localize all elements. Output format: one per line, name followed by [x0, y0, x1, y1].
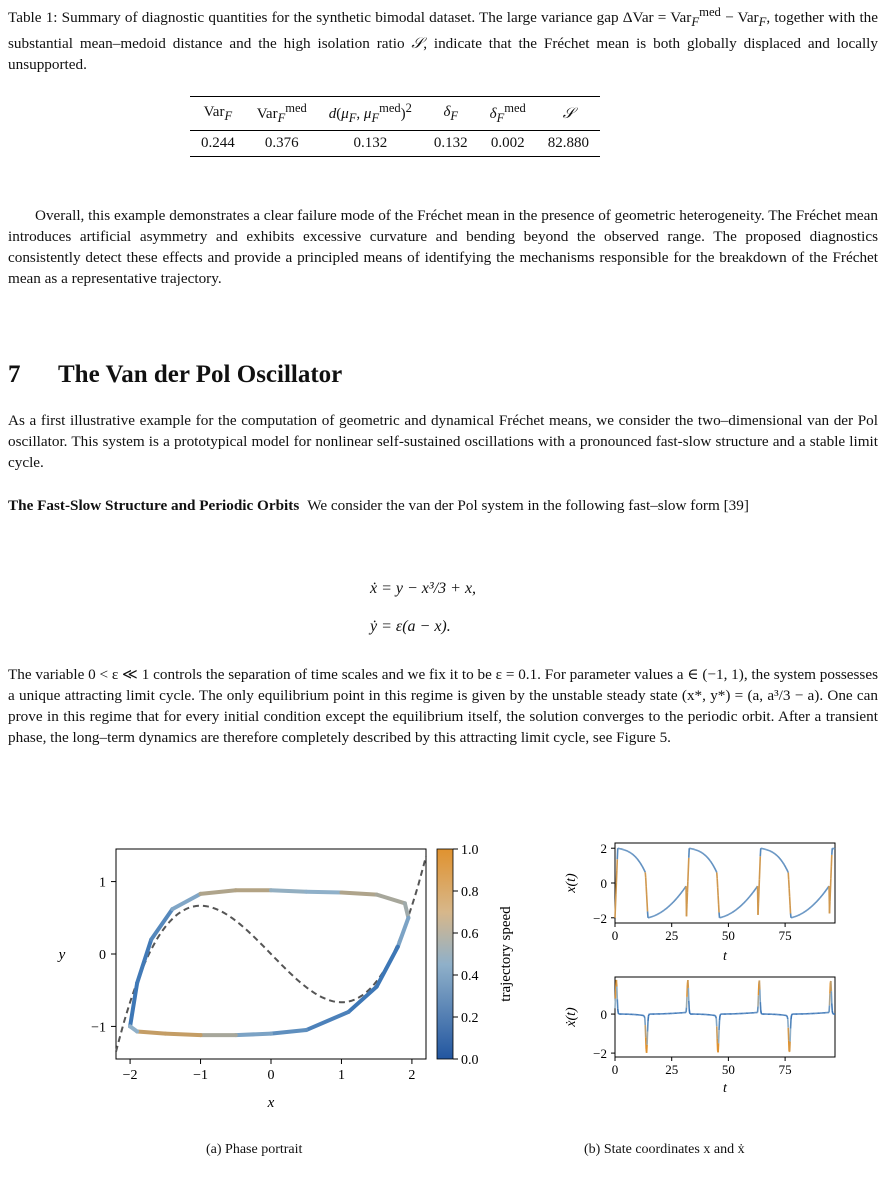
table-row — [190, 131, 600, 157]
series-x-tick-label: 0 — [611, 1062, 619, 1077]
series-x-tick-label: 25 — [665, 928, 679, 943]
colorbar-tick-label: 0.8 — [461, 885, 479, 900]
series-x-tick-label: 50 — [721, 928, 735, 943]
cell-var-f: 0.244 — [201, 135, 235, 151]
equation-x: ẋ = y − x³/3 + x, — [370, 580, 477, 597]
state-coordinates-figure — [555, 835, 845, 1120]
paragraph-intro: As a first illustrative example for the computation of geometric and dynamical Fréchet means, we consider the two–dimensional van der Pol oscillator. This system is a prototypical model for nonlinear self-sustained oscillations with a pronounced fast-slow structure and a stable limit cycle. — [8, 412, 878, 471]
equation-y: ẏ = ε(a − x). — [370, 618, 451, 635]
table-header-row — [190, 97, 600, 131]
section-heading — [8, 361, 342, 389]
colorbar-tick-label: 0.2 — [461, 1011, 479, 1026]
orbit-segment — [341, 892, 376, 894]
figure-caption-a: (a) Phase portrait — [206, 1142, 303, 1157]
cell-isolation: 82.880 — [547, 135, 590, 151]
phase-x-tick-label: −2 — [122, 1068, 138, 1083]
phase-y-label: y — [58, 947, 66, 963]
cell-delta-f-med: 0.002 — [490, 135, 525, 151]
series-y-tick-label: −2 — [593, 1046, 607, 1062]
orbit-segment — [137, 940, 151, 983]
figure-caption-b: (b) State coordinates x and ẋ — [584, 1142, 745, 1157]
series-y-tick-label: 2 — [600, 841, 607, 857]
xdot-x-label: t — [723, 1081, 727, 1096]
phase-y-tick-label: 1 — [99, 875, 106, 891]
orbit-segment — [405, 903, 409, 917]
orbit-segment — [306, 1012, 348, 1030]
phase-x-tick-label: 1 — [337, 1068, 345, 1083]
colorbar — [437, 849, 453, 1059]
orbit-segment — [377, 895, 405, 904]
header-var-f: Var$_F$ — [203, 103, 233, 123]
colorbar-label: trajectory speed — [498, 906, 514, 1002]
section-title: The Van der Pol Oscillator — [58, 361, 343, 388]
series-x-tick-label: 50 — [721, 1062, 735, 1077]
orbit-segment — [201, 890, 236, 894]
phase-x-tick-label: 0 — [267, 1068, 275, 1083]
orbit-segment — [398, 918, 409, 947]
header-delta-f: $\delta_F$ — [443, 103, 459, 123]
phase-y-tick-label: 0 — [99, 948, 106, 963]
xdot-ticks — [593, 1007, 791, 1077]
colorbar-tick-label: 1.0 — [461, 843, 479, 858]
xdot-y-label: ẋ(t) — [564, 1007, 579, 1027]
phase-portrait-figure — [40, 835, 520, 1120]
paragraph-fast-slow — [8, 495, 878, 516]
orbit-segment — [271, 1030, 306, 1034]
paragraph-overall: Overall, this example demonstrates a clear failure mode of the Fréchet mean in the presence of geometric heterogeneity. The Fréchet mean introduces artificial asymmetry and exhibits excessive curvature and bending beyond the observed range. The proposed diagnostics consistently detect these effects and provide a principled means of identifying the mechanisms responsible for the breakdown of the Fréchet mean as a representative trajectory. — [8, 207, 878, 287]
paragraph-fast-slow-text: We consider the van der Pol system in the following fast–slow form [39] — [307, 497, 749, 514]
header-delta-f-med: $\delta_F^{med}$ — [489, 101, 526, 125]
phase-x-tick-label: −1 — [193, 1068, 208, 1083]
xt-series-line — [615, 848, 835, 918]
xt-y-label: x(t) — [564, 873, 579, 893]
header-isolation: 𝒮 — [562, 105, 575, 122]
table-caption: Table 1: Summary of diagnostic quantities for the synthetic bimodal dataset. The large variance gap ΔVar = Var$_F^{med}$ − Var$_F$, together with the substantial mean–medoid distance and the high isolation ratio 𝒮, indicate that the Fréchet mean is both globally displaced and locally unsupported. — [8, 5, 879, 74]
series-x-tick-label: 75 — [778, 928, 792, 943]
cell-var-f-med: 0.376 — [264, 135, 299, 151]
phase-x-tick-label: 2 — [408, 1068, 416, 1083]
orbit-segment — [137, 1031, 165, 1033]
orbit-segment — [165, 1034, 200, 1035]
orbit-segment — [349, 987, 377, 1012]
phase-y-tick-label: −1 — [91, 1020, 106, 1036]
orbit-segment — [306, 892, 341, 893]
phase-x-label: x — [267, 1095, 275, 1111]
cell-delta-f: 0.132 — [433, 135, 468, 151]
orbit-segment — [130, 1026, 137, 1031]
paragraph-heading: The Fast-Slow Structure and Periodic Orbits — [8, 497, 300, 514]
equation-block — [370, 570, 476, 646]
limit-cycle-orbit — [130, 890, 408, 1035]
xt-x-label: t — [723, 949, 727, 964]
diagnostics-table — [190, 96, 600, 157]
series-y-tick-label: 0 — [600, 1007, 607, 1023]
phase-x-ticks — [123, 1059, 416, 1083]
colorbar-tick-label: 0.0 — [461, 1053, 479, 1068]
xdot-series-line — [615, 980, 835, 1053]
orbit-segment — [236, 1034, 271, 1035]
header-var-f-med: Var$_F^{med}$ — [256, 101, 307, 125]
y-nullcline-curve — [116, 856, 426, 1051]
orbit-segment — [377, 947, 398, 987]
series-y-tick-label: −2 — [593, 910, 607, 926]
colorbar-tick-label: 0.6 — [461, 927, 479, 942]
colorbar-tick-label: 0.4 — [461, 969, 479, 984]
series-x-tick-label: 75 — [778, 1062, 792, 1077]
header-distance: $d(\mu_F$, $\mu_F^{med})^2$ — [328, 101, 412, 125]
section-number: 7 — [8, 361, 21, 388]
orbit-segment — [151, 909, 172, 939]
xt-ticks — [593, 841, 791, 943]
series-x-tick-label: 25 — [665, 1062, 679, 1077]
series-y-tick-label: 0 — [600, 876, 607, 891]
orbit-segment — [271, 890, 306, 891]
colorbar-ticks — [453, 843, 479, 1068]
paragraph-epsilon: The variable 0 < ε ≪ 1 controls the separation of time scales and we fix it to be ε = 0.1. For parameter values a ∈ (−1, 1), the system possesses a unique attracting limit cycle. The only equilibrium point in this regime is given by the unstable steady state (x*, y*) = (a, a³/3 − a). One can prove in this regime that for every initial condition except the equilibrium itself, the solution converges to the periodic orbit. After a transient phase, the long–term dynamics are therefore completely described by this attracting limit cycle, see Figure 5. — [8, 666, 878, 746]
series-x-tick-label: 0 — [611, 928, 619, 943]
phase-y-ticks — [91, 876, 116, 1036]
cell-distance: 0.132 — [353, 135, 388, 151]
